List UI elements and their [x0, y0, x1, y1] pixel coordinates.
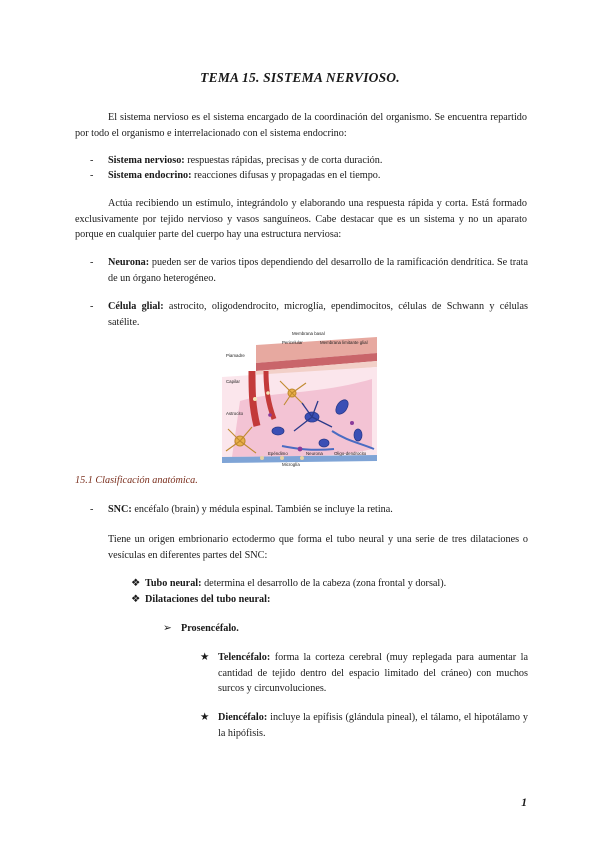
list-item	[108, 255, 528, 286]
figure-label: Oligo-dendrocito	[334, 451, 367, 456]
list-text: respuestas rápidas, precisas y de corta duración.	[184, 155, 383, 166]
figure-label: Neurona	[306, 451, 323, 456]
list-text: forma la corteza cerebral (muy replegada para aumentar la cantidad de tejido dentro del espacio limitado del cráneo) con muchos surcos y circunvoluciones.	[218, 652, 528, 694]
list-term: Diencéfalo:	[218, 712, 268, 723]
figure-label: Astrocito	[226, 411, 244, 416]
list-item	[108, 153, 528, 169]
list-bullet: -	[90, 170, 94, 181]
section-heading: 15.1 Clasificación anatómica.	[75, 475, 198, 486]
figure-label: Microglía	[282, 462, 300, 467]
list-term: SNC:	[108, 504, 132, 515]
list-item	[108, 502, 528, 518]
list-item	[181, 621, 239, 637]
figure-label: Piamadre	[226, 353, 245, 358]
list-text: determina el desarrollo de la cabeza (zona frontal y dorsal).	[201, 578, 447, 589]
star-bullet-icon: ★	[200, 652, 210, 663]
list-bullet: ❖	[131, 594, 141, 605]
list-bullet: ❖	[131, 578, 141, 589]
origin-paragraph: Tiene un origen embrionario ectodermo que forma el tubo neural y una serie de tres dilataciones o vesículas en diferentes partes del SNC:	[108, 534, 528, 561]
figure-label: Membrana limitante glial	[320, 340, 368, 345]
list-term: Telencéfalo:	[218, 652, 271, 663]
list-item	[218, 710, 528, 741]
list-bullet: -	[90, 504, 94, 515]
list-term: Sistema nervioso:	[108, 155, 185, 166]
description-paragraph: Actúa recibiendo un estímulo, integrándolo y elaborando una respuesta rápida y corta. Está formado exclusivamente por tejido nervioso y vasos sanguíneos. Cabe destacar que es un sistema y no un aparato porque en cualquier parte del cuerpo hay una estructura nerviosa:	[75, 198, 527, 240]
list-term: Neurona:	[108, 257, 150, 268]
list-term: Dilataciones del tubo neural:	[145, 594, 271, 605]
nervous-tissue-illustration	[222, 331, 377, 468]
list-text: encéfalo (brain) y médula espinal. También se incluye la retina.	[131, 504, 393, 515]
list-text: astrocito, oligodendrocito, microglía, ependimocitos, células de Schwann y células satélite.	[108, 301, 528, 328]
page-title: TEMA 15. SISTEMA NERVIOSO.	[200, 70, 400, 85]
intro-paragraph: El sistema nervioso es el sistema encargado de la coordinación del organismo. Se encuentra repartido por todo el organismo e interrelacionado con el sistema endocrino:	[75, 112, 527, 139]
list-item	[145, 576, 530, 592]
list-term: Sistema endocrino:	[108, 170, 192, 181]
list-bullet: -	[90, 155, 94, 166]
star-bullet-icon: ★	[200, 712, 210, 723]
list-text: pueden ser de varios tipos dependiendo del desarrollo de la ramificación dendrítica. Se trata de un órgano heterogéneo.	[108, 257, 528, 284]
figure-label: Capilar	[226, 379, 240, 384]
list-term: Célula glial:	[108, 301, 164, 312]
list-text: reacciones difusas y propagadas en el tiempo.	[191, 170, 381, 181]
figure-label: Epéndimo	[268, 451, 288, 456]
list-bullet: ➢	[163, 623, 172, 634]
figure-label: Pericelular	[282, 340, 303, 345]
list-term: Prosencéfalo.	[181, 623, 239, 634]
list-term: Tubo neural:	[145, 578, 202, 589]
list-bullet: -	[90, 301, 94, 312]
list-item	[108, 299, 528, 330]
figure-label: Membrana basal	[292, 331, 325, 336]
page-number: 1	[521, 797, 527, 809]
list-item	[145, 592, 530, 608]
list-text: incluye la epífisis (glándula pineal), el tálamo, el hipotálamo y la hipófisis.	[218, 712, 528, 739]
list-bullet: -	[90, 257, 94, 268]
list-item	[108, 168, 528, 184]
list-item	[218, 650, 528, 697]
